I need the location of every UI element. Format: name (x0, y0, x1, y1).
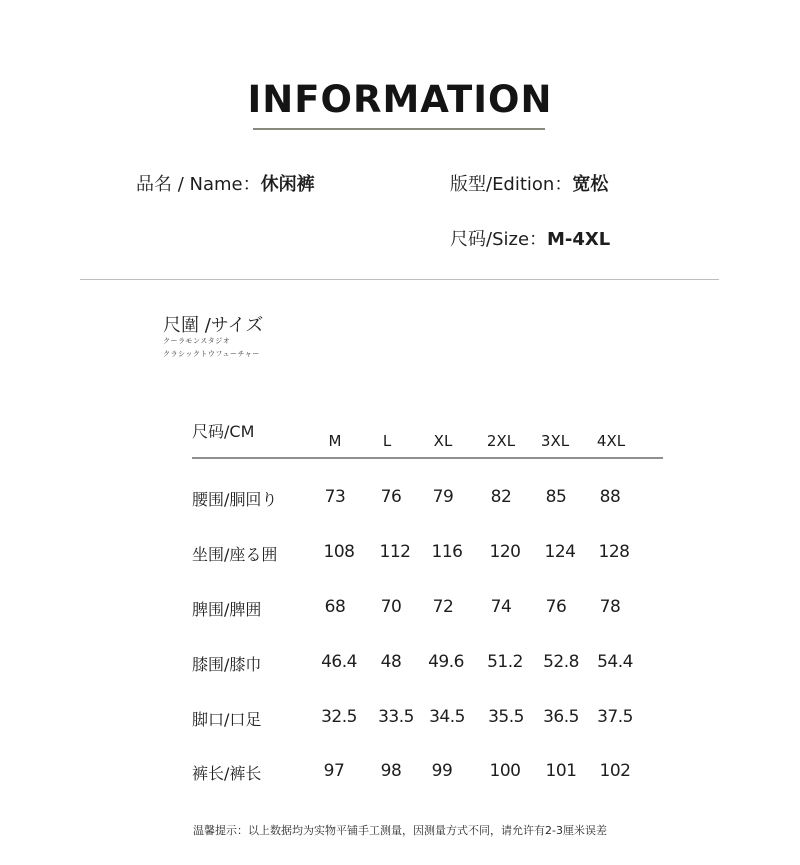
row-label: 脾围/脾囲 (192, 600, 262, 619)
table-cell: 72 (432, 597, 454, 617)
table-cell: 97 (323, 761, 345, 781)
size-section-subtitle-2: クラシックトウフューチャー (163, 350, 260, 358)
table-cell: 101 (545, 761, 577, 781)
edition-label: 版型/Edition： (450, 174, 573, 195)
column-header-size: 2XL (486, 432, 516, 450)
measurement-footnote: 温馨提示：以上数据均为实物平铺手工测量，因测量方式不同，请允许有2-3厘米误差 (193, 824, 607, 837)
unit-label: 尺码/CM (192, 422, 255, 441)
table-header-rule (192, 457, 663, 459)
table-cell: 52.8 (543, 652, 579, 672)
table-cell: 88 (599, 487, 621, 507)
table-cell: 79 (432, 487, 454, 507)
table-cell: 48 (380, 652, 402, 672)
page-title: INFORMATION (247, 78, 553, 121)
column-header-size: XL (433, 432, 453, 450)
table-cell: 34.5 (429, 707, 465, 727)
size-range-field (450, 225, 610, 251)
row-label: 膝围/膝巾 (192, 655, 262, 674)
row-label: 脚口/口足 (192, 710, 262, 729)
product-name-field (136, 170, 315, 196)
size-section-heading: 尺圍 /サイズ (163, 315, 264, 336)
table-cell: 70 (380, 597, 402, 617)
title-underline (253, 128, 545, 130)
table-cell: 82 (490, 487, 512, 507)
section-divider (80, 279, 719, 280)
table-cell: 76 (380, 487, 402, 507)
edition-value: 宽松 (572, 174, 609, 195)
table-cell: 51.2 (487, 652, 523, 672)
table-cell: 85 (545, 487, 567, 507)
table-cell: 100 (489, 761, 521, 781)
table-cell: 73 (324, 487, 346, 507)
table-cell: 98 (380, 761, 402, 781)
table-cell: 35.5 (488, 707, 524, 727)
table-cell: 102 (599, 761, 631, 781)
size-section-subtitle-1: クーラモンスタジオ (163, 337, 231, 345)
table-cell: 128 (598, 542, 630, 562)
table-cell: 74 (490, 597, 512, 617)
edition-field (450, 170, 608, 196)
column-header-size: M (328, 432, 342, 450)
table-cell: 36.5 (543, 707, 579, 727)
table-cell: 124 (544, 542, 576, 562)
column-header-size: L (382, 432, 392, 450)
table-cell: 108 (323, 542, 355, 562)
table-cell: 33.5 (378, 707, 414, 727)
table-cell: 49.6 (428, 652, 464, 672)
table-cell: 46.4 (321, 652, 357, 672)
table-cell: 68 (324, 597, 346, 617)
product-name-label: 品名 / Name： (136, 174, 261, 195)
table-cell: 112 (379, 542, 411, 562)
table-cell: 54.4 (597, 652, 633, 672)
size-range-value: M-4XL (547, 229, 611, 250)
column-header-size: 3XL (540, 432, 570, 450)
table-cell: 32.5 (321, 707, 357, 727)
table-cell: 99 (431, 761, 453, 781)
column-header-size: 4XL (596, 432, 626, 450)
product-name-value: 休闲裤 (260, 174, 315, 195)
table-cell: 116 (431, 542, 463, 562)
table-cell: 37.5 (597, 707, 633, 727)
size-range-label: 尺码/Size： (450, 229, 548, 250)
table-cell: 76 (545, 597, 567, 617)
table-cell: 78 (599, 597, 621, 617)
table-cell: 120 (489, 542, 521, 562)
row-label: 坐围/座る囲 (192, 545, 278, 564)
row-label: 腰围/胴回り (192, 490, 278, 509)
row-label: 裤长/裤长 (192, 764, 262, 783)
